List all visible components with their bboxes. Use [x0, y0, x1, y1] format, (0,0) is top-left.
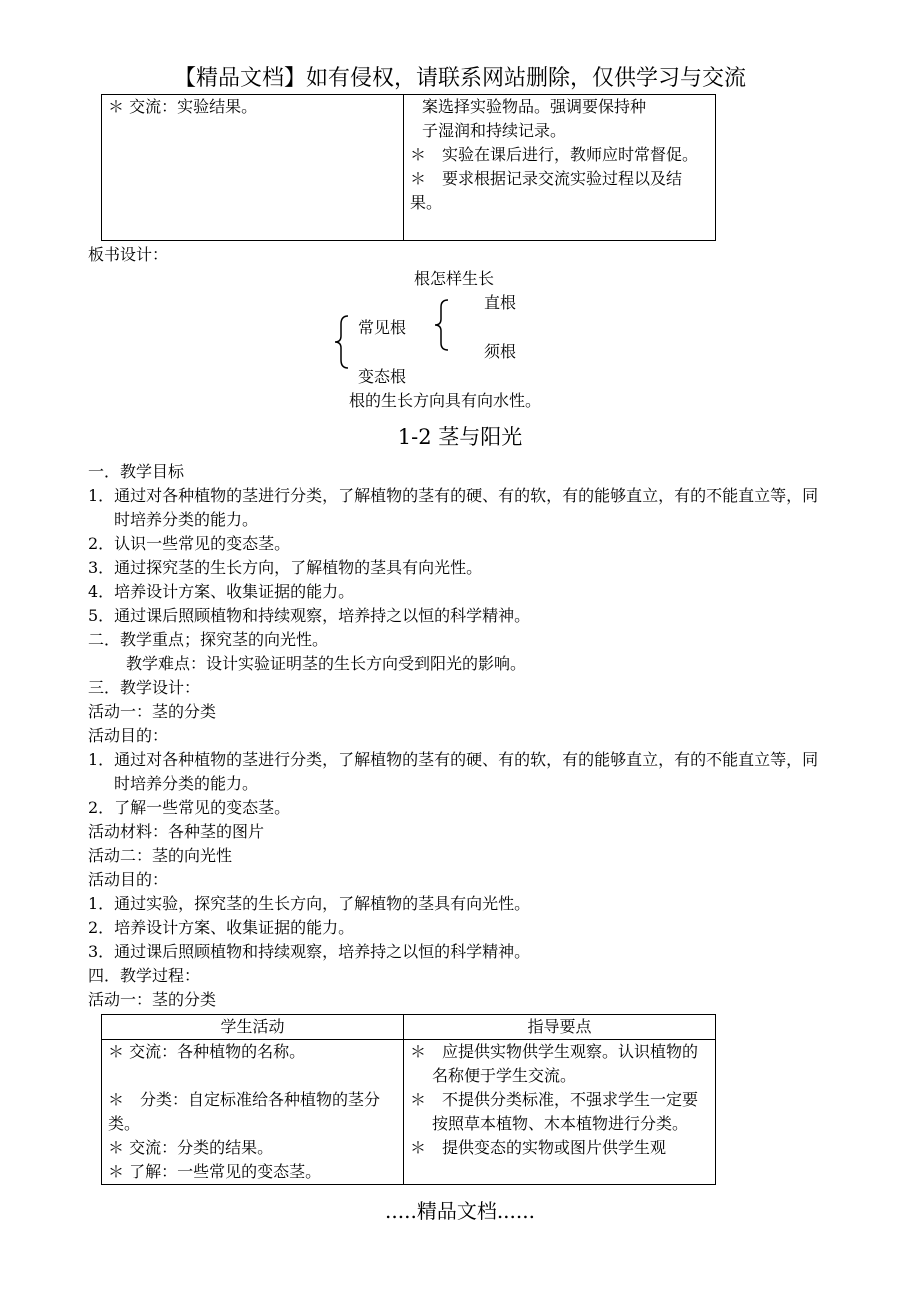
- outer-brace-icon: [332, 314, 352, 370]
- activity-goal-item: 2．了解一些常见的变态茎。: [88, 798, 291, 817]
- activity-material: 活动材料：各种茎的图片: [88, 822, 265, 841]
- activity-goal-item: 3．通过课后照顾植物和持续观察，培养持之以恒的科学精神。: [88, 942, 531, 961]
- guidance-text: ＊ 要求根据记录交流实验过程以及结果。: [410, 169, 683, 212]
- guidance-item: ＊ 不提供分类标准，不强求学生一定要按照草本植物、木本植物进行分类。: [410, 1090, 699, 1133]
- board-straight-root: 直根: [484, 293, 517, 312]
- top-table-right-cell: [404, 95, 716, 241]
- objective-item: 4．培养设计方案、收集证据的能力。: [88, 582, 355, 601]
- student-activity-item: ＊ 了解：一些常见的变态茎。: [108, 1162, 322, 1181]
- board-title: 根怎样生长: [414, 269, 495, 288]
- student-activity-item: ＊ 交流：分类的结果。: [108, 1138, 274, 1157]
- page-footer: .....精品文档......: [385, 1199, 535, 1223]
- activity-title: 活动一：茎的分类: [88, 702, 217, 721]
- guidance-item: ＊ 提供变态的实物或图片供学生观: [410, 1138, 667, 1157]
- board-modified-root: 变态根: [358, 367, 407, 386]
- student-activity-item: ＊ 分类：自定标准给各种植物的茎分类。: [108, 1090, 381, 1133]
- table-row: [102, 1040, 716, 1185]
- activity-goal-item: 2．培养设计方案、收集证据的能力。: [88, 918, 355, 937]
- top-table-left-cell: [102, 95, 404, 241]
- activity-table: [101, 1014, 716, 1185]
- student-activity-item: ＊ 交流：各种植物的名称。: [108, 1042, 306, 1061]
- section-title: 1-2 茎与阳光: [397, 425, 523, 449]
- student-activity-cell: [102, 1040, 404, 1185]
- process-heading: 四．教学过程：: [88, 966, 201, 985]
- process-activity-title: 活动一：茎的分类: [88, 990, 217, 1009]
- guidance-text: 子湿润和持续记录。: [422, 121, 567, 140]
- design-heading: 三．教学设计：: [88, 678, 201, 697]
- activity-goal-label: 活动目的：: [88, 870, 169, 889]
- page-header: 【精品文档】如有侵权，请联系网站删除，仅供学习与交流: [173, 66, 746, 91]
- student-activity-text: ＊ 交流：实验结果。: [108, 97, 258, 116]
- objective-item: 1．通过对各种植物的茎进行分类，了解植物的茎有的硬、有的软，有的能够直立，有的不能直立等，同时培养分类的能力。: [88, 486, 819, 529]
- lesson-body: [88, 460, 828, 1012]
- board-common-root: 常见根: [358, 318, 407, 337]
- column-header-student: 学生活动: [102, 1015, 404, 1040]
- activity-goal-item: 1．通过对各种植物的茎进行分类，了解植物的茎有的硬、有的软，有的能够直立，有的不能直立等，同时培养分类的能力。: [88, 750, 819, 793]
- board-design-label: 板书设计：: [88, 245, 169, 264]
- objective-item: 2．认识一些常见的变态茎。: [88, 534, 291, 553]
- table-header-row: [102, 1015, 716, 1040]
- top-table: [101, 94, 716, 241]
- activity-goal-label: 活动目的：: [88, 726, 169, 745]
- guidance-text: ＊ 实验在课后进行，教师应时常督促。: [410, 145, 699, 164]
- board-fibrous-root: 须根: [484, 342, 517, 361]
- guidance-text: 案选择实验物品。强调要保持种: [422, 97, 647, 116]
- objective-item: 5．通过课后照顾植物和持续观察，培养持之以恒的科学精神。: [88, 606, 531, 625]
- activity-title: 活动二：茎的向光性: [88, 846, 233, 865]
- objectives-heading: 一．教学目标: [88, 462, 185, 481]
- board-summary: 根的生长方向具有向水性。: [349, 391, 542, 410]
- inner-brace-icon: [432, 298, 452, 352]
- table-row: [102, 95, 716, 241]
- column-header-guidance: 指导要点: [404, 1015, 716, 1040]
- guidance-item: ＊ 应提供实物供学生观察。认识植物的名称便于学生交流。: [410, 1042, 699, 1085]
- activity-goal-item: 1．通过实验，探究茎的生长方向，了解植物的茎具有向光性。: [88, 894, 531, 913]
- guidance-cell: [404, 1040, 716, 1185]
- difficult-point: 教学难点：设计实验证明茎的生长方向受到阳光的影响。: [126, 654, 527, 673]
- objective-item: 3．通过探究茎的生长方向，了解植物的茎具有向光性。: [88, 558, 483, 577]
- key-point: 二．教学重点；探究茎的向光性。: [88, 630, 329, 649]
